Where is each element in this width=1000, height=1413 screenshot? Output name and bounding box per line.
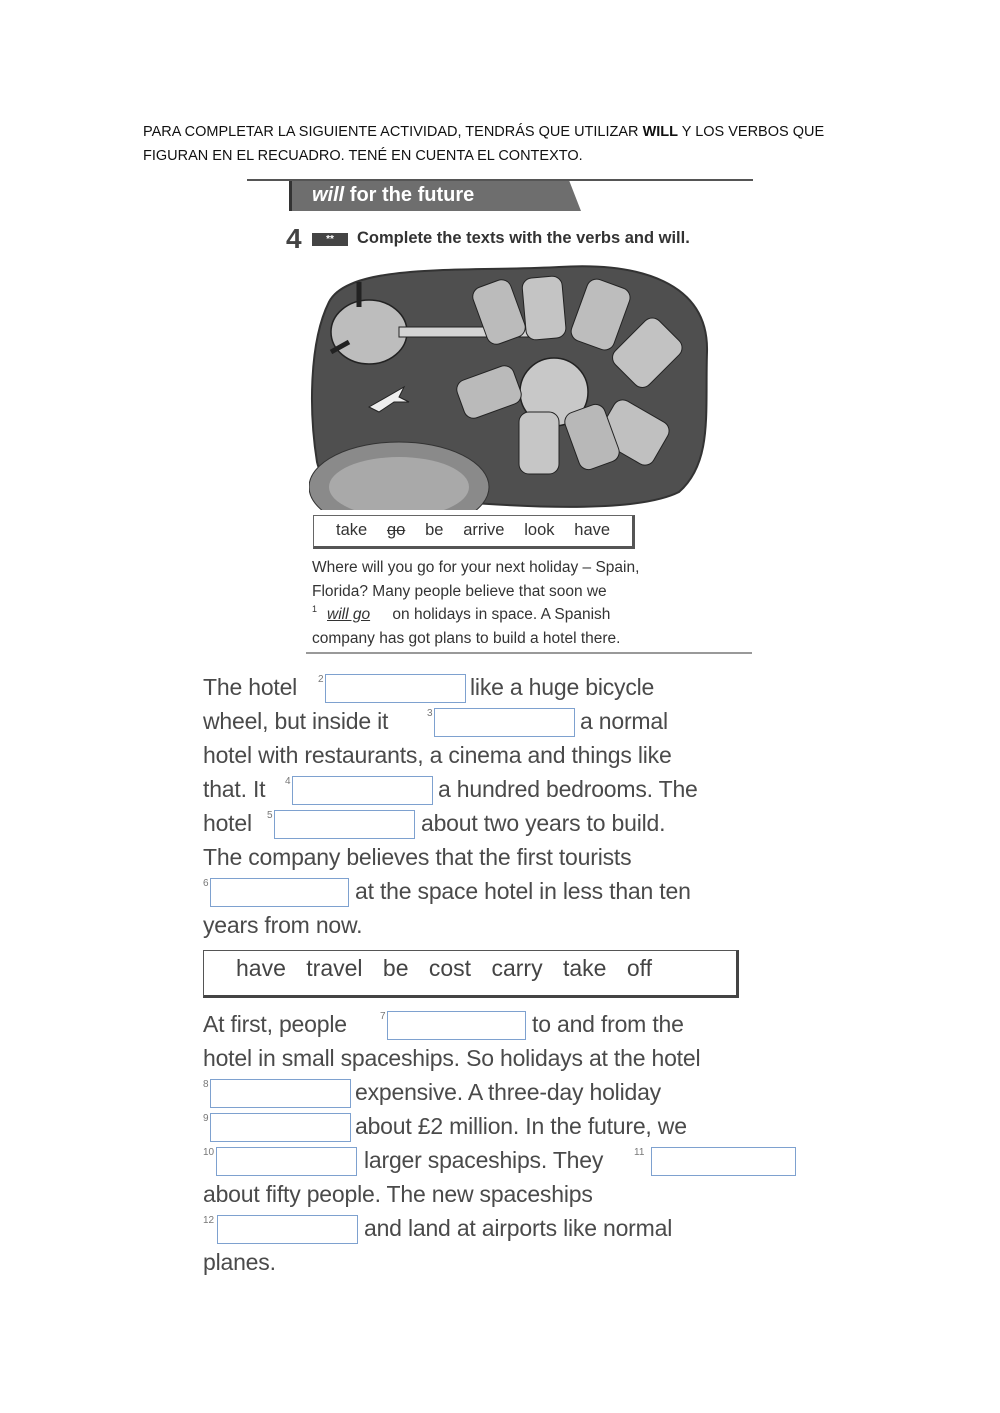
word-box-2-item: take off (562, 955, 653, 981)
exercise-difficulty-badge: ** (312, 233, 348, 246)
item-number: 4 (285, 776, 291, 787)
answer-input-10[interactable] (216, 1147, 357, 1176)
text-line: that. It (203, 776, 266, 802)
item-number: 7 (380, 1011, 386, 1022)
answer-input-9[interactable] (210, 1113, 351, 1142)
text-line: and land at airports like normal (364, 1215, 673, 1241)
instructions-line2: FIGURAN EN EL RECUADRO. TENÉ EN CUENTA EL CONTEXTO. (143, 148, 583, 164)
exercise-title: Complete the texts with the verbs and will. (357, 229, 690, 247)
item-number: 11 (634, 1147, 645, 1158)
exercise-number: 4 (286, 223, 302, 254)
word-box-1-words (336, 521, 610, 540)
text-line: larger spaceships. They (364, 1147, 604, 1173)
word-box-1-item: arrive (463, 521, 505, 539)
item-number: 12 (203, 1215, 215, 1226)
text-line: like a huge bicycle (470, 674, 655, 700)
text-line: a normal (580, 708, 668, 734)
section-title-italic: will (312, 184, 345, 206)
text-line: hotel with restaurants, a cinema and things like (203, 742, 672, 768)
instructions-part1: PARA COMPLETAR LA SIGUIENTE ACTIVIDAD, TENDRÁS QUE UTILIZAR (143, 124, 643, 140)
word-box-2-item: have (236, 955, 286, 981)
text-line: expensive. A three-day holiday (355, 1079, 661, 1105)
item-number: 6 (203, 878, 209, 889)
section-title-rest: for the future (344, 184, 475, 206)
text-segment: The hotel (203, 674, 298, 700)
word-box-2-item: cost (428, 955, 472, 981)
item-number: 9 (203, 1113, 209, 1124)
answer-input-7[interactable] (387, 1011, 526, 1040)
text-line: wheel, but inside it (203, 708, 389, 734)
text-line: about fifty people. The new spaceships (203, 1181, 593, 1207)
instructions-part2: Y LOS VERBOS QUE (678, 124, 825, 140)
answer-input-2[interactable] (325, 674, 466, 703)
text-line: planes. (203, 1249, 276, 1275)
word-box-2-item: carry (491, 955, 543, 981)
item-number: 5 (267, 810, 273, 821)
answer-input-8[interactable] (210, 1079, 351, 1108)
answer-input-6[interactable] (210, 878, 349, 907)
word-box-1-item: go (386, 521, 406, 539)
item-number: 3 (427, 708, 433, 719)
word-box-2-item: travel (306, 955, 363, 981)
item-number: 1 (312, 604, 318, 614)
word-box-1-item: look (524, 521, 555, 539)
example-answer: will go (327, 606, 371, 623)
text-line: a hundred bedrooms. The (438, 776, 698, 802)
paragraph-line: company has got plans to build a hotel there. (312, 629, 621, 647)
word-box-2-words (236, 955, 652, 982)
answer-input-5[interactable] (274, 810, 415, 839)
paragraph-line: on holidays in space. A Spanish (392, 606, 611, 623)
text-line: At first, people (203, 1011, 347, 1037)
text-line: hotel in small spaceships. So holidays at the hotel (203, 1045, 701, 1071)
section-title (312, 184, 474, 207)
word-box-1-item: take (336, 521, 368, 539)
text-line: about £2 million. In the future, we (355, 1113, 687, 1139)
word-box-2-item: be (382, 955, 409, 981)
text-line: hotel (203, 810, 252, 836)
item-number: 8 (203, 1079, 209, 1090)
text-line: The company believes that the first tourists (203, 844, 632, 870)
answer-input-3[interactable] (434, 708, 575, 737)
item-number: 10 (203, 1147, 215, 1158)
answer-input-12[interactable] (217, 1215, 358, 1244)
answer-input-4[interactable] (292, 776, 433, 805)
section-banner-edge (289, 181, 292, 211)
word-box-1-item: have (574, 521, 611, 539)
text-line (203, 672, 297, 702)
space-hotel-illustration (309, 262, 713, 510)
paragraph-line: Where will you go for your next holiday – Spain, (312, 559, 640, 576)
text-line: at the space hotel in less than ten (355, 878, 691, 904)
text-line: to and from the (532, 1011, 684, 1037)
answer-input-11[interactable] (651, 1147, 796, 1176)
word-box-1-item: be (425, 521, 444, 539)
text-line: years from now. (203, 912, 363, 938)
text-line: about two years to build. (421, 810, 666, 836)
section-top-rule (247, 179, 753, 181)
section-divider (306, 652, 752, 654)
instructions-bold: WILL (642, 124, 678, 140)
paragraph-line: Florida? Many people believe that soon we (312, 582, 607, 600)
item-number: 2 (318, 674, 324, 685)
intro-paragraph (312, 556, 712, 650)
instructions (143, 120, 883, 168)
